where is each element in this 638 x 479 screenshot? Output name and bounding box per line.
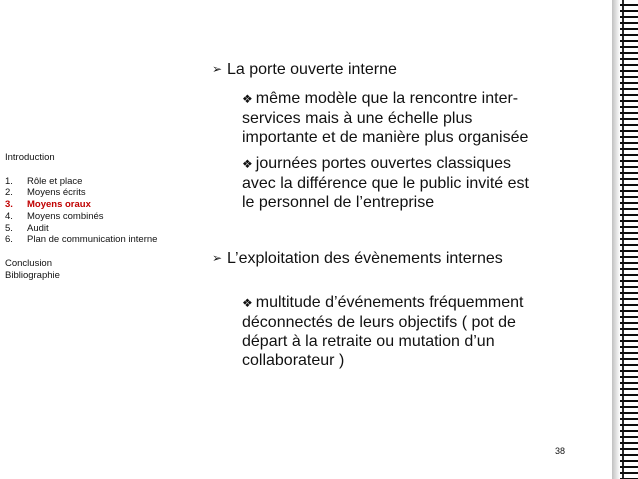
nav-item-number: 1. [5, 175, 13, 187]
diamond-bullet-icon: ❖ [242, 92, 253, 106]
nav-item-number: 4. [5, 210, 13, 222]
nav-item-label: Audit [27, 222, 49, 234]
sub-bullet [242, 293, 542, 370]
outline-navigation [5, 152, 175, 281]
sub-bullet-text: multitude d’événements fréquemment déconnectés de leurs objectifs ( pot de départ à la retraite ou mutation d’un collaborateur ) [242, 294, 524, 369]
nav-item-audit [5, 223, 175, 235]
nav-item-moyens-oraux-active [5, 199, 175, 211]
arrow-bullet-icon: ➢ [212, 251, 223, 265]
nav-item-number: 6. [5, 234, 13, 246]
nav-item-plan-communication [5, 234, 175, 246]
nav-item-label: Rôle et place [27, 175, 83, 187]
nav-item-label: Plan de communication interne [27, 234, 158, 246]
nav-item-number: 2. [5, 187, 13, 199]
section-title: La porte ouverte interne [227, 61, 397, 78]
nav-item-moyens-combines [5, 211, 175, 223]
diamond-bullet-icon: ❖ [242, 296, 253, 310]
main-bullet-evenements-internes [212, 249, 572, 268]
nav-conclusion: Conclusion [5, 257, 52, 269]
nav-item-number: 5. [5, 222, 13, 234]
nav-list [5, 176, 175, 246]
section-title: L’exploitation des évènements internes [227, 250, 503, 267]
sub-bullet [242, 89, 542, 147]
nav-item-moyens-ecrits [5, 187, 175, 199]
nav-bibliographie: Bibliographie [5, 269, 60, 281]
film-strip-border [612, 0, 638, 479]
nav-introduction: Introduction [5, 152, 55, 163]
nav-item-role [5, 176, 175, 188]
arrow-bullet-icon: ➢ [212, 62, 223, 76]
main-bullet-porte-ouverte [212, 60, 572, 79]
border-line [622, 0, 624, 479]
sub-bullet-text: journées portes ouvertes classiques avec la différence que le public invité est le personnel de l’entreprise [242, 155, 529, 211]
sub-bullet [242, 154, 542, 212]
nav-item-label: Moyens écrits [27, 187, 86, 199]
nav-item-label: Moyens combinés [27, 210, 104, 222]
slide-content [212, 60, 572, 370]
diamond-bullet-icon: ❖ [242, 157, 253, 171]
sub-bullet-text: même modèle que la rencontre inter-services mais à une échelle plus importante et de manière plus organisée [242, 90, 529, 146]
nav-item-number: 3. [5, 199, 13, 211]
nav-item-label: Moyens oraux [27, 199, 91, 211]
page-number: 38 [555, 446, 566, 456]
